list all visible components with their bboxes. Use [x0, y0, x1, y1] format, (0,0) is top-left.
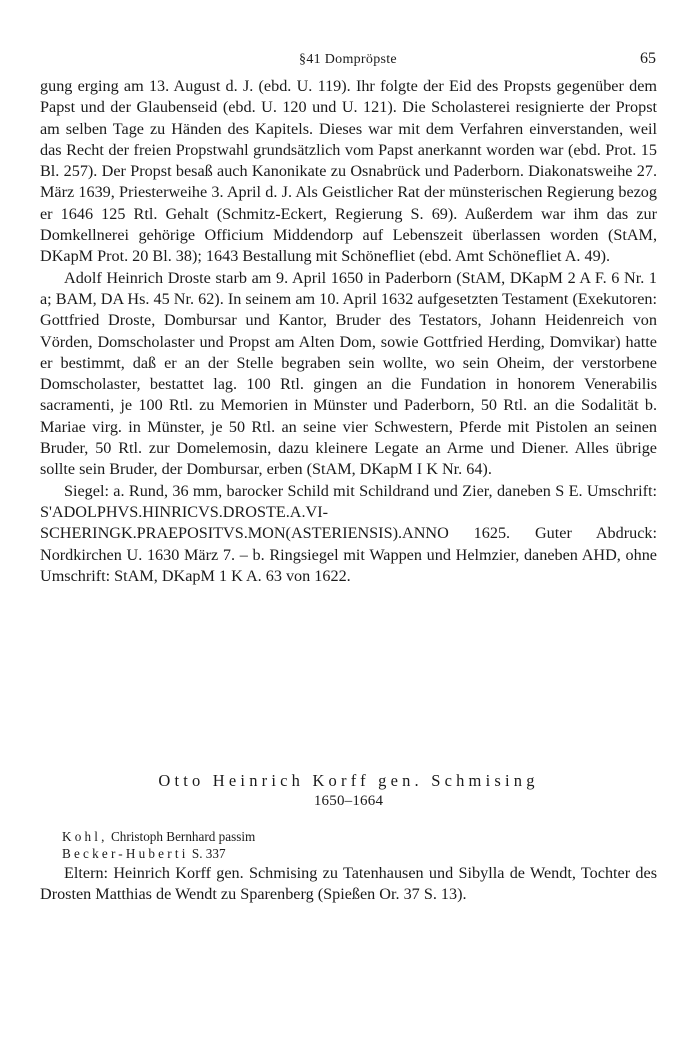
- section-heading-name: Otto Heinrich Korff gen. Schmising: [158, 771, 539, 790]
- running-head: [40, 50, 656, 72]
- literature-detail: Christoph Bernhard passim: [110, 829, 256, 844]
- paragraph-parents: Eltern: Heinrich Korff gen. Schmising zu Tatenhausen und Sibylla de Wendt, Tochter des Drosten Matthias de Wendt zu Sparenberg (Spießen Or. 37 S. 13).: [40, 864, 657, 904]
- literature-author: Becker-Huberti: [62, 845, 189, 861]
- running-title: §41 Dompröpste: [299, 52, 397, 67]
- paragraph-continuation: gung erging am 13. August d. J. (ebd. U. 119). Ihr folgte der Eid des Propsts gegenüber dem Papst und der Glaubenseid (ebd. U. 120 und U. 121). Die Scholasterei resignierte der Propst am selben Tage zu Händen des Kapitels. Dieses war mit dem Verfahren einverstanden, weil das Recht der freien Propstwahl grundsätzlich vom Papst anerkannt worden war (ebd. Prot. 15 Bl. 257). Der Propst besaß auch Kanonikate zu Osnabrück und Paderborn. Diakonatsweihe 27. März 1639, Priesterweihe 3. April d. J. Als Geistlicher Rat der münsterischen Regierung bezog er 1646 125 Rtl. Gehalt (Schmitz-Eckert, Regierung S. 69). Außerdem war ihm das zur Domkellnerei gehörige Officium Middendorp auf Lebenszeit überlassen worden (StAM, DKapM Prot. 20 Bl. 38); 1643 Bestallung mit Schönefliet (ebd. Amt Schönefliet A. 49).: [40, 77, 657, 266]
- literature-detail: S. 337: [191, 845, 226, 861]
- paragraph-seal: Siegel: a. Rund, 36 mm, barocker Schild mit Schildrand und Zier, daneben S E. Umschrift: S'ADOLPHVS.HINRICVS.DROSTE.A.VI-SCHERINGK.PRAEPOSITVS.MON(ASTERIENSIS).ANNO 1625. Guter Abdruck: Nordkirchen U. 1630 März 7. – b. Ringsiegel mit Wappen und Helmzier, daneben AHD, ohne Umschrift: StAM, DKapM 1 K A. 63 von 1622.: [40, 481, 657, 585]
- section-heading-years: 1650–1664: [313, 793, 384, 809]
- literature-author: Kohl,: [62, 829, 108, 844]
- paragraph-death-testament: Adolf Heinrich Droste starb am 9. April 1650 in Paderborn (StAM, DKapM 2 A F. 6 Nr. 1 a; BAM, DA Hs. 45 Nr. 62). In seinem am 10. April 1632 aufgesetzten Testament (Exekutoren: Gottfried Droste, Dombursar und Kantor, Bruder des Testators, Johann Heidenreich von Vörden, Domscholaster und Propst am Alten Dom, sowie Gottfried Herding, Domvikar) hatte er bestimmt, daß er an der Stelle begraben sein wollte, wo sein Oheim, der verstorbene Domscholaster, bestattet lag. 100 Rtl. gingen an die Fundation in honorem Venerabilis sacramenti, je 100 Rtl. zu Memorien in Münster und Paderborn, 50 Rtl. an die Sodalität b. Mariae virg. in Münster, je 50 Rtl. an seine vier Schwestern, Pferde mit Pistolen an seinen Bruder, 50 Rtl. zur Domelemosin, dazu kleinere Legate an Arme und Diener. Alles übrige sollte sein Bruder, der Dombursar, erben (StAM, DKapM I K Nr. 64).: [40, 268, 657, 479]
- literature-references: [62, 829, 657, 862]
- literature-item: [62, 829, 657, 846]
- section-heading: [40, 770, 657, 812]
- literature-item: [62, 846, 657, 863]
- page-number: 65: [640, 50, 656, 67]
- body-text: [40, 76, 657, 587]
